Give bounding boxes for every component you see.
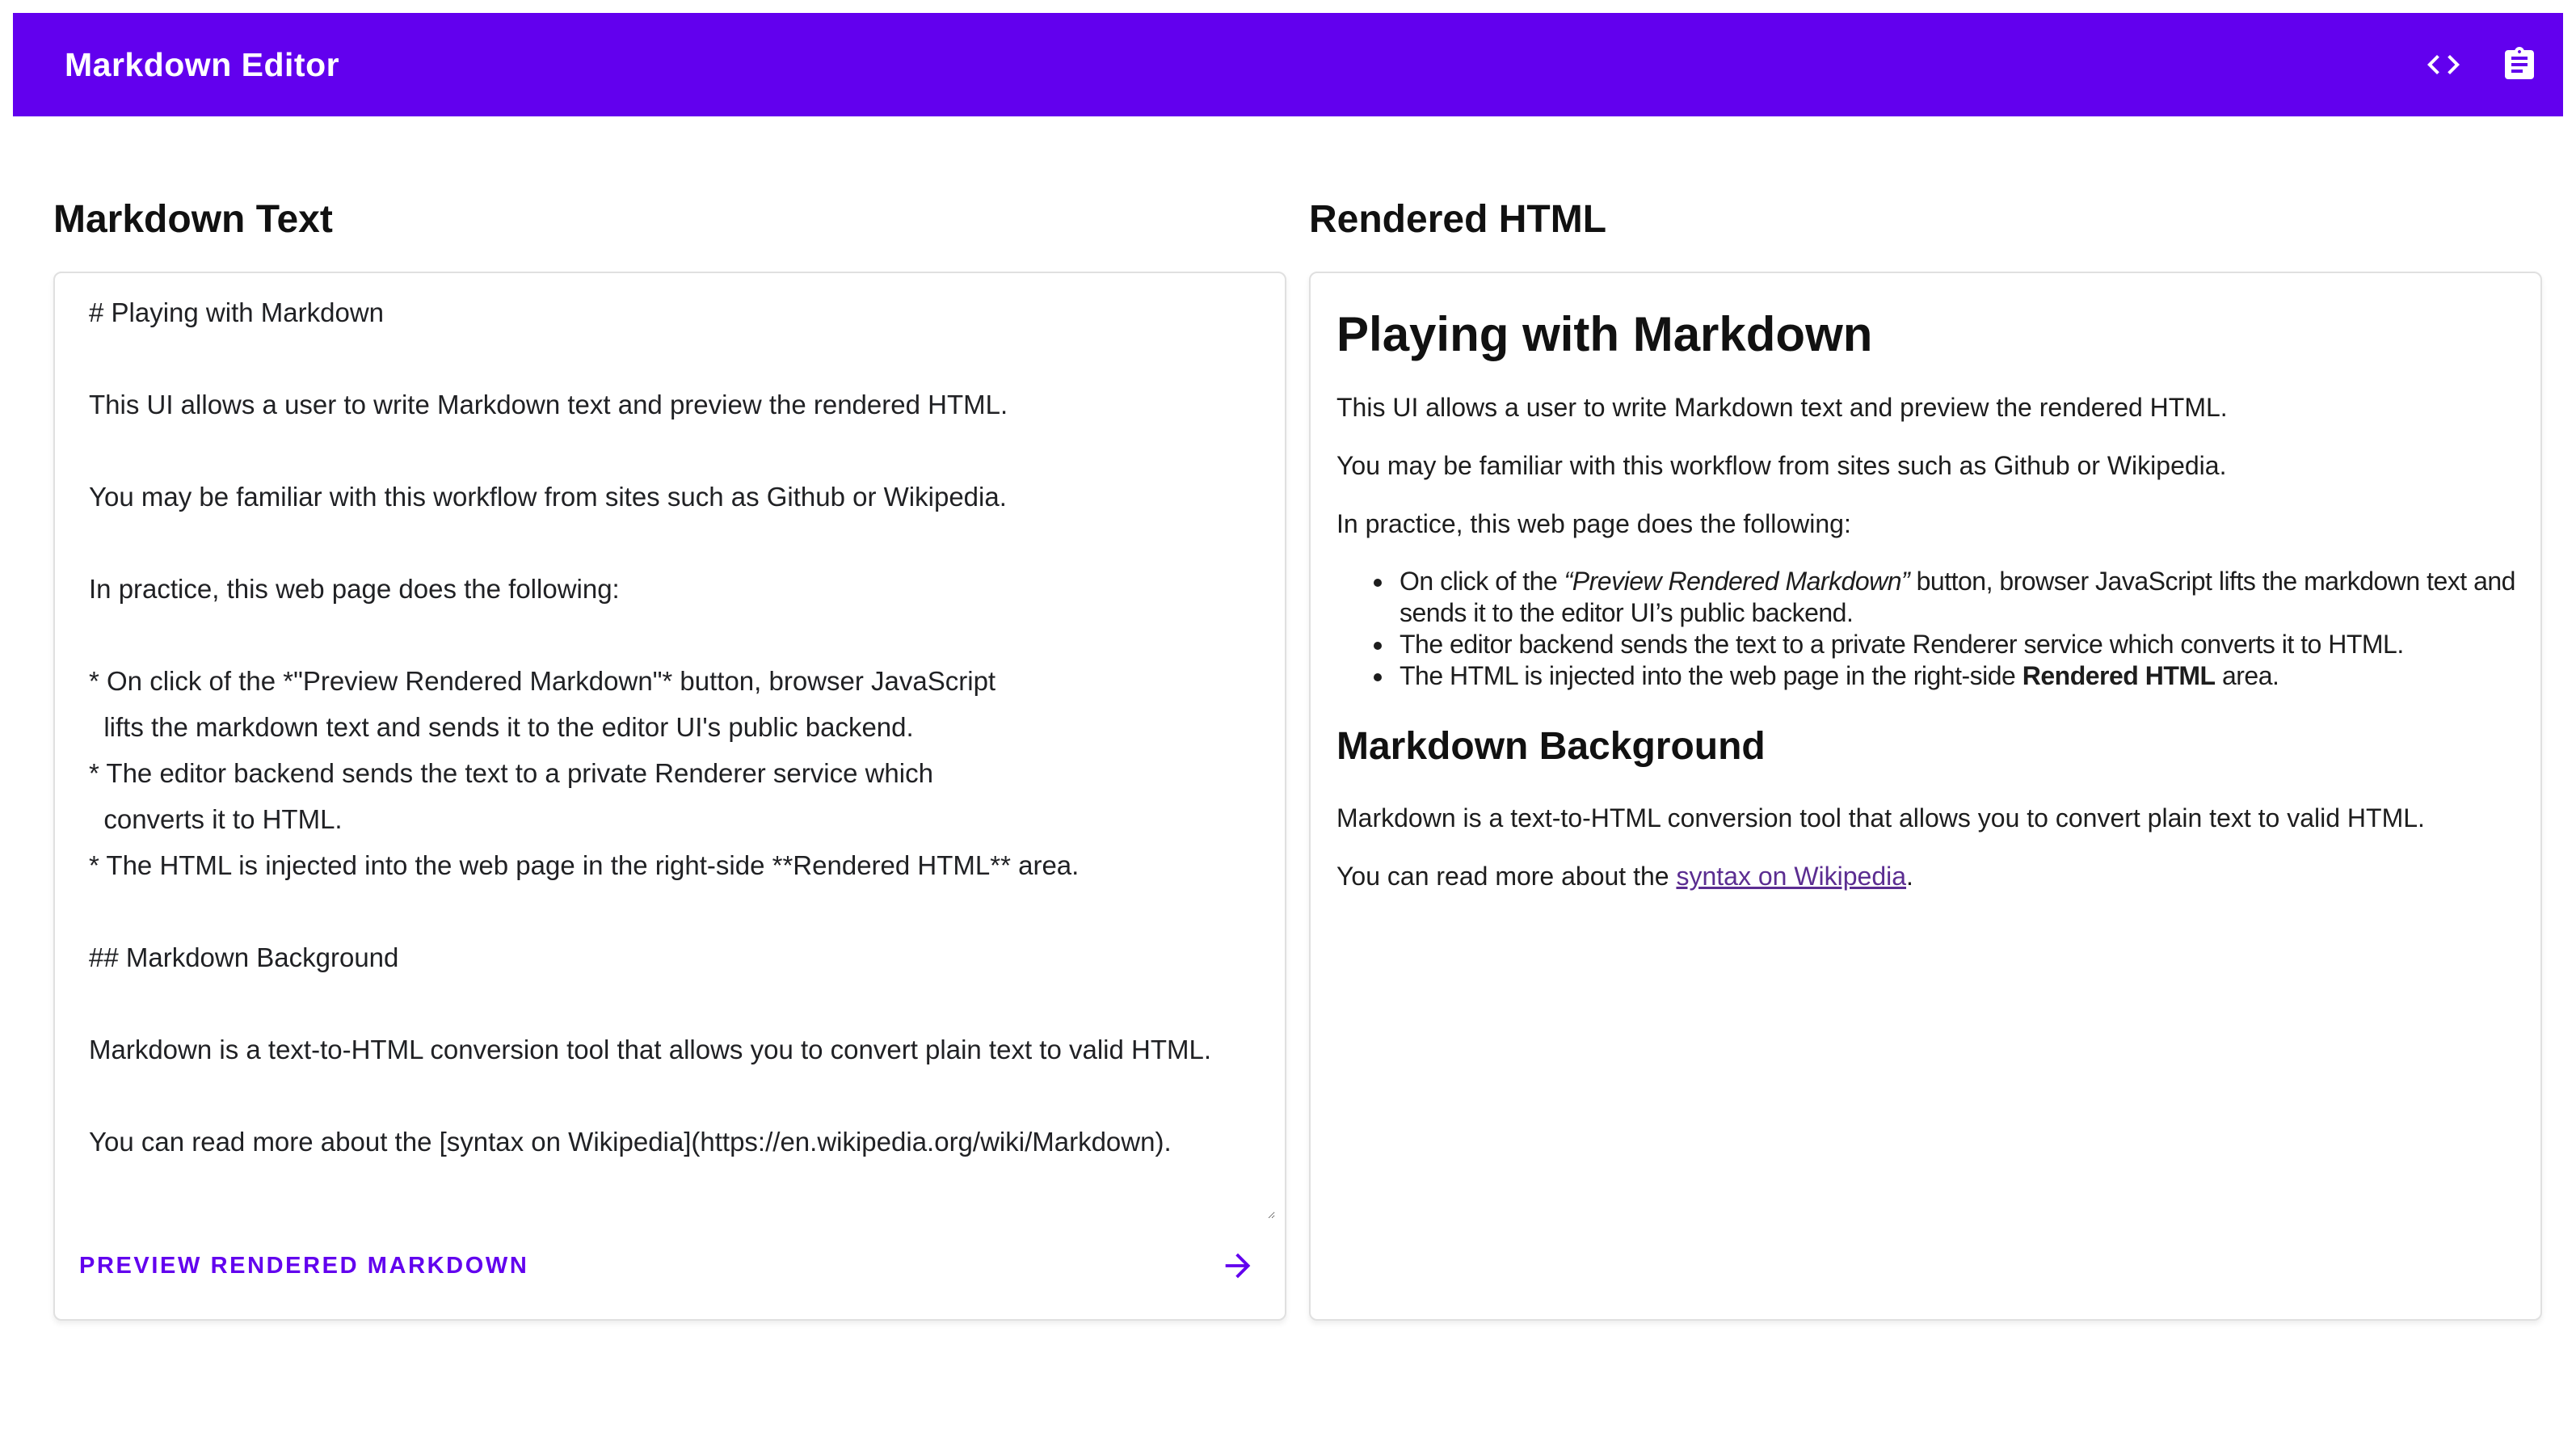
rendered-h1: Playing with Markdown [1336, 307, 1873, 361]
preview-rendered-markdown-button[interactable]: PREVIEW RENDERED MARKDOWN [79, 1252, 529, 1279]
list-item: • The editor backend sends the text to a private Renderer service which converts it to HTML. [1395, 629, 2521, 660]
rendered-paragraph-4: Markdown is a text-to-HTML conversion tool that allows you to convert plain text to valid HTML. [1336, 803, 2425, 833]
markdown-input[interactable] [65, 273, 1275, 1219]
editor-card [53, 272, 1286, 1321]
list-item [1395, 660, 2521, 692]
list-item-text: button, browser JavaScript lifts the markdown text and sends it to the editor UI’s public backend. [1400, 567, 2515, 627]
rendered-html-card [1309, 272, 2542, 1321]
list-item-italic: “Preview Rendered Markdown” [1564, 567, 1910, 596]
app-title: Markdown Editor [65, 45, 340, 83]
assignment-icon[interactable] [2500, 45, 2539, 84]
code-icon[interactable] [2424, 45, 2463, 84]
list-item-text: The HTML is injected into the web page in the right-side [1400, 661, 2022, 690]
app-header [13, 13, 2563, 116]
rendered-paragraph-5 [1336, 860, 2521, 892]
rendered-list [1336, 566, 2521, 692]
wikipedia-link[interactable]: syntax on Wikipedia [1676, 862, 1907, 891]
rendered-paragraph-3: In practice, this web page does the following: [1336, 509, 1851, 538]
rendered-paragraph-1: This UI allows a user to write Markdown text and preview the rendered HTML. [1336, 393, 2228, 422]
rendered-paragraph-2: You may be familiar with this workflow from sites such as Github or Wikipedia. [1336, 451, 2227, 480]
editor-card-actions [55, 1219, 1285, 1319]
preview-heading: Rendered HTML [1309, 198, 1607, 241]
editor-heading: Markdown Text [53, 198, 333, 241]
rendered-h2: Markdown Background [1336, 725, 1766, 768]
header-icon-group [2424, 45, 2539, 84]
list-item [1395, 566, 2521, 629]
list-item-text: area. [2215, 661, 2279, 690]
preview-panel [1309, 116, 2542, 1321]
editor-panel [53, 116, 1286, 1321]
link-paragraph-text: You can read more about the [1336, 862, 1677, 891]
link-paragraph-text: . [1906, 862, 1913, 891]
list-item-text: On click of the [1400, 567, 1564, 596]
arrow-forward-icon[interactable] [1215, 1243, 1261, 1288]
list-item-bold: Rendered HTML [2022, 661, 2216, 690]
content-columns [53, 116, 2542, 1321]
